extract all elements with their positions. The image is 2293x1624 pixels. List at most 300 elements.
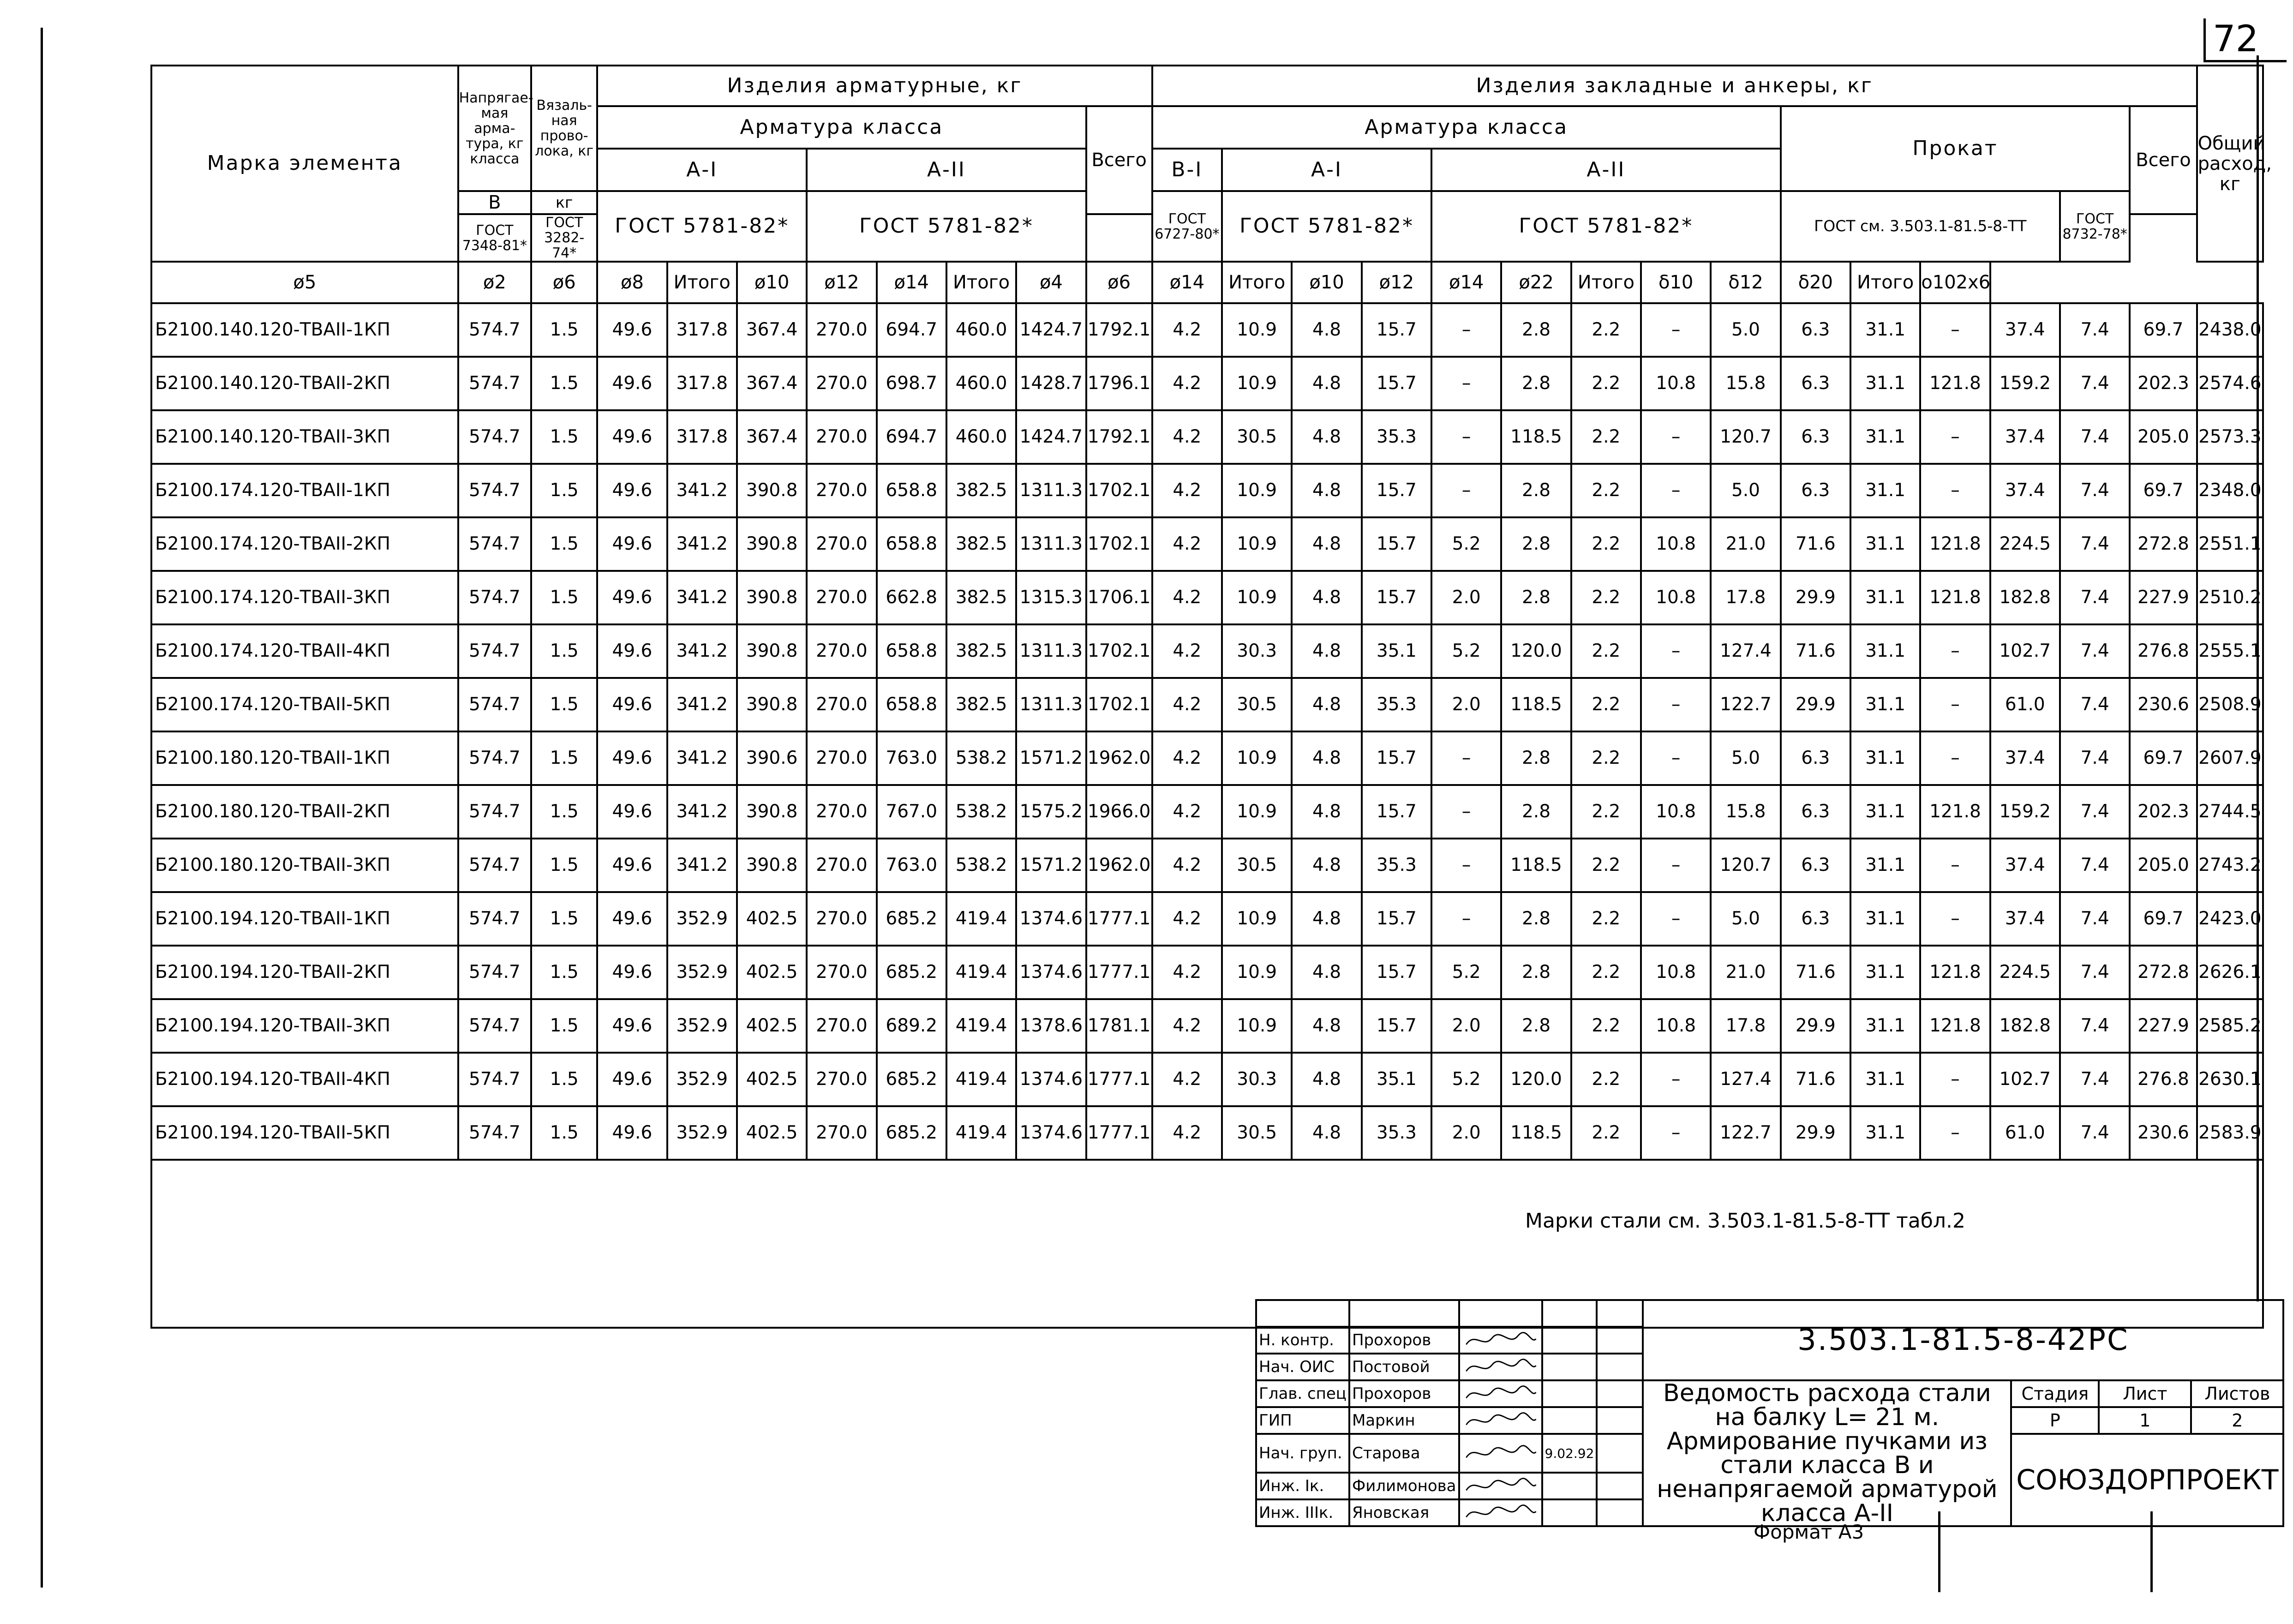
gost-3282: ГОСТ 3282-74* — [531, 214, 597, 262]
table-cell: 574.7 — [458, 1053, 531, 1106]
table-cell: 270.0 — [807, 839, 876, 892]
table-cell: 2423.0 — [2197, 892, 2263, 946]
table-cell: 10.8 — [1641, 571, 1711, 624]
table-cell: 30.5 — [1222, 678, 1292, 731]
table-cell: 5.2 — [1431, 517, 1501, 571]
table-cell: 574.7 — [458, 785, 531, 839]
table-cell: 662.8 — [877, 571, 946, 624]
gost-5781-a: ГОСТ 5781-82* — [597, 191, 807, 262]
table-cell: 15.7 — [1362, 892, 1431, 946]
role-cell: Инж. IIIк. — [1256, 1499, 1349, 1526]
table-cell: 341.2 — [667, 571, 737, 624]
rebar-class-header: Арматура класса — [597, 106, 1086, 149]
table-cell: 574.7 — [458, 892, 531, 946]
table-cell: 763.0 — [877, 731, 946, 785]
table-cell: – — [1920, 624, 1990, 678]
table-cell: 31.1 — [1850, 892, 1920, 946]
table-cell: 1428.7 — [1016, 357, 1086, 410]
signature-scribble — [1462, 1382, 1539, 1405]
column-header-15: ø14 — [1431, 262, 1501, 303]
table-cell: 574.7 — [458, 410, 531, 464]
blank-cell — [1597, 1380, 1643, 1407]
table-cell: – — [1431, 410, 1501, 464]
table-cell: 2551.1 — [2197, 517, 2263, 571]
sheet-value: 1 — [2099, 1407, 2191, 1434]
table-cell: 694.7 — [877, 410, 946, 464]
table-cell: 4.2 — [1152, 410, 1222, 464]
table-cell: 574.7 — [458, 624, 531, 678]
table-cell: 341.2 — [667, 785, 737, 839]
table-cell: 7.4 — [2060, 785, 2130, 839]
table-cell: 1424.7 — [1016, 410, 1086, 464]
table-cell: – — [1431, 892, 1501, 946]
table-cell: – — [1431, 303, 1501, 357]
table-cell: – — [1431, 464, 1501, 517]
organization: СОЮЗДОРПРОЕКТ — [2011, 1434, 2283, 1526]
table-row — [151, 357, 2263, 410]
table-cell: 227.9 — [2130, 571, 2197, 624]
table-row — [151, 410, 2263, 464]
table-cell: 2.2 — [1571, 678, 1641, 731]
table-cell: 227.9 — [2130, 999, 2197, 1053]
table-cell: 1.5 — [531, 624, 597, 678]
table-cell: 15.7 — [1362, 571, 1431, 624]
table-cell: 2.2 — [1571, 1106, 1641, 1160]
table-cell: – — [1431, 785, 1501, 839]
table-cell: 118.5 — [1501, 839, 1571, 892]
gost-7348: ГОСТ 7348-81* — [458, 214, 531, 262]
table-cell: 1315.3 — [1016, 571, 1086, 624]
table-cell: 182.8 — [1990, 571, 2060, 624]
table-cell: 230.6 — [2130, 1106, 2197, 1160]
table-cell: 341.2 — [667, 517, 737, 571]
table-cell: 2.8 — [1501, 303, 1571, 357]
table-cell: 230.6 — [2130, 678, 2197, 731]
table-cell: 1311.3 — [1016, 464, 1086, 517]
table-cell: 4.2 — [1152, 892, 1222, 946]
table-cell: 538.2 — [946, 839, 1016, 892]
table-cell: 31.1 — [1850, 999, 1920, 1053]
blank-cell — [1597, 1499, 1643, 1526]
table-cell: 1777.1 — [1086, 892, 1152, 946]
table-cell: 10.9 — [1222, 892, 1292, 946]
table-cell: 2.0 — [1431, 1106, 1501, 1160]
table-cell: 35.1 — [1362, 624, 1431, 678]
table-cell: 31.1 — [1850, 946, 1920, 999]
table-cell: 270.0 — [807, 517, 876, 571]
table-cell: 15.7 — [1362, 946, 1431, 999]
table-cell: 1311.3 — [1016, 517, 1086, 571]
table-cell: – — [1431, 839, 1501, 892]
table-cell: 2.2 — [1571, 410, 1641, 464]
format-label: Формат А3 — [1754, 1521, 1864, 1543]
table-cell: 15.7 — [1362, 357, 1431, 410]
sheet-label: Лист — [2099, 1380, 2191, 1407]
table-cell: 419.4 — [946, 892, 1016, 946]
table-cell: 1374.6 — [1016, 946, 1086, 999]
table-cell: 2574.6 — [2197, 357, 2263, 410]
table-cell: 658.8 — [877, 464, 946, 517]
table-cell: 1702.1 — [1086, 464, 1152, 517]
table-cell: 1575.2 — [1016, 785, 1086, 839]
table-cell: 402.5 — [737, 1053, 807, 1106]
element-mark: Б2100.194.120-ТВАII-1КП — [151, 892, 458, 946]
signature-scribble — [1462, 1442, 1539, 1465]
element-mark: Б2100.140.120-ТВАII-1КП — [151, 303, 458, 357]
signature-cell — [1459, 1327, 1542, 1354]
table-cell: 574.7 — [458, 571, 531, 624]
table-cell: 7.4 — [2060, 571, 2130, 624]
table-cell: 460.0 — [946, 303, 1016, 357]
date-cell: 9.02.92 — [1542, 1434, 1597, 1473]
table-cell: 29.9 — [1781, 1106, 1850, 1160]
name-cell: Старова — [1349, 1434, 1459, 1473]
format-divider-2 — [2150, 1511, 2153, 1592]
blank-cell — [1597, 1407, 1643, 1434]
table-cell: 2626.1 — [2197, 946, 2263, 999]
table-cell: 1.5 — [531, 571, 597, 624]
signature-cell — [1459, 1473, 1542, 1499]
table-cell: 37.4 — [1990, 731, 2060, 785]
table-cell: 4.8 — [1292, 303, 1361, 357]
column-header-6: ø12 — [807, 262, 876, 303]
table-cell: 5.2 — [1431, 624, 1501, 678]
table-cell: 49.6 — [597, 731, 667, 785]
table-cell: 2.0 — [1431, 999, 1501, 1053]
element-mark: Б2100.194.120-ТВАII-3КП — [151, 999, 458, 1053]
table-cell: 121.8 — [1920, 571, 1990, 624]
table-cell: 4.8 — [1292, 571, 1361, 624]
table-row — [151, 678, 2263, 731]
table-cell: 35.3 — [1362, 839, 1431, 892]
format-divider-1 — [1938, 1511, 1940, 1592]
table-cell: 37.4 — [1990, 464, 2060, 517]
table-cell: 31.1 — [1850, 785, 1920, 839]
table-cell: 367.4 — [737, 357, 807, 410]
table-cell: 352.9 — [667, 1053, 737, 1106]
table-cell: 30.3 — [1222, 1053, 1292, 1106]
table-cell: 31.1 — [1850, 624, 1920, 678]
column-header-10: ø6 — [1086, 262, 1152, 303]
table-cell: 121.8 — [1920, 785, 1990, 839]
table-cell: 49.6 — [597, 839, 667, 892]
table-cell: 1571.2 — [1016, 731, 1086, 785]
column-header-0: ø5 — [151, 262, 458, 303]
table-cell: 1962.0 — [1086, 731, 1152, 785]
table-cell: 49.6 — [597, 999, 667, 1053]
stage-label: Стадия — [2011, 1380, 2099, 1407]
table-cell: 2.8 — [1501, 946, 1571, 999]
table-cell: 4.8 — [1292, 731, 1361, 785]
embedded-total-header: Всего — [2130, 106, 2197, 214]
table-cell: 15.8 — [1711, 785, 1780, 839]
table-cell: 1966.0 — [1086, 785, 1152, 839]
table-cell: 419.4 — [946, 946, 1016, 999]
table-cell: 2.2 — [1571, 839, 1641, 892]
table-cell: 390.6 — [737, 731, 807, 785]
table-cell: – — [1641, 1106, 1711, 1160]
element-mark: Б2100.140.120-ТВАII-2КП — [151, 357, 458, 410]
signature-row — [1256, 1380, 2283, 1407]
column-header-8: Итого — [946, 262, 1016, 303]
table-cell: 15.7 — [1362, 731, 1431, 785]
table-cell: – — [1641, 1053, 1711, 1106]
table-cell: 37.4 — [1990, 839, 2060, 892]
table-cell: 4.2 — [1152, 357, 1222, 410]
role-cell: Нач. ОИС — [1256, 1354, 1349, 1380]
table-cell: 2.8 — [1501, 785, 1571, 839]
table-cell: 270.0 — [807, 1106, 876, 1160]
blank-cell — [1349, 1300, 1459, 1327]
table-cell: 159.2 — [1990, 357, 2060, 410]
table-cell: 71.6 — [1781, 1053, 1850, 1106]
table-cell: 1702.1 — [1086, 678, 1152, 731]
table-cell: 694.7 — [877, 303, 946, 357]
table-cell: – — [1431, 731, 1501, 785]
table-cell: 4.8 — [1292, 517, 1361, 571]
table-cell: 10.9 — [1222, 785, 1292, 839]
table-cell: 10.8 — [1641, 999, 1711, 1053]
table-cell: 6.3 — [1781, 303, 1850, 357]
table-cell: 7.4 — [2060, 892, 2130, 946]
table-cell: 121.8 — [1920, 999, 1990, 1053]
blank-cell — [1459, 1300, 1542, 1327]
table-cell: 4.8 — [1292, 410, 1361, 464]
table-cell: 4.2 — [1152, 999, 1222, 1053]
column-header-4: Итого — [667, 262, 737, 303]
blank-cell — [1542, 1499, 1597, 1526]
frame-left-line — [41, 28, 43, 1588]
table-cell: 352.9 — [667, 999, 737, 1053]
table-cell: 10.8 — [1641, 785, 1711, 839]
element-mark: Б2100.194.120-ТВАII-4КП — [151, 1053, 458, 1106]
table-cell: 6.3 — [1781, 357, 1850, 410]
diameter-header-row — [151, 262, 2263, 303]
table-cell: 1.5 — [531, 731, 597, 785]
table-cell: 4.2 — [1152, 303, 1222, 357]
table-cell: 10.8 — [1641, 517, 1711, 571]
column-header-9: ø4 — [1016, 262, 1086, 303]
table-cell: – — [1920, 1106, 1990, 1160]
table-cell: 37.4 — [1990, 303, 2060, 357]
table-cell: – — [1920, 678, 1990, 731]
table-cell: 352.9 — [667, 946, 737, 999]
table-cell: 1.5 — [531, 839, 597, 892]
table-cell: 2510.2 — [2197, 571, 2263, 624]
table-row — [151, 1053, 2263, 1106]
table-cell: 341.2 — [667, 678, 737, 731]
table-cell: 49.6 — [597, 303, 667, 357]
class-ai-header: А-I — [597, 149, 807, 191]
table-cell: 31.1 — [1850, 1106, 1920, 1160]
table-cell: 367.4 — [737, 410, 807, 464]
table-cell: 270.0 — [807, 464, 876, 517]
blank-cell — [1542, 1380, 1597, 1407]
table-cell: 390.8 — [737, 785, 807, 839]
table-cell: 574.7 — [458, 678, 531, 731]
table-cell: 6.3 — [1781, 892, 1850, 946]
table-cell: 1571.2 — [1016, 839, 1086, 892]
table-cell: 2.8 — [1501, 731, 1571, 785]
table-cell: 5.2 — [1431, 1053, 1501, 1106]
table-cell: 6.3 — [1781, 464, 1850, 517]
element-mark: Б2100.174.120-ТВАII-5КП — [151, 678, 458, 731]
table-cell: 2.0 — [1431, 678, 1501, 731]
table-cell: 352.9 — [667, 1106, 737, 1160]
table-cell: 2607.9 — [2197, 731, 2263, 785]
name-cell: Филимонова — [1349, 1473, 1459, 1499]
table-cell: 2573.3 — [2197, 410, 2263, 464]
overall-header: Общий расход, кг — [2197, 66, 2263, 262]
column-header-16: ø22 — [1501, 262, 1571, 303]
table-row — [151, 1106, 2263, 1160]
table-cell: 37.4 — [1990, 410, 2060, 464]
table-cell: 1792.1 — [1086, 410, 1152, 464]
table-row — [151, 571, 2263, 624]
table-cell: 382.5 — [946, 571, 1016, 624]
table-cell: 685.2 — [877, 1053, 946, 1106]
table-cell: 4.8 — [1292, 839, 1361, 892]
table-cell: 205.0 — [2130, 839, 2197, 892]
table-cell: 2.8 — [1501, 999, 1571, 1053]
column-header-18: δ10 — [1641, 262, 1711, 303]
table-cell: 31.1 — [1850, 571, 1920, 624]
table-cell: 270.0 — [807, 785, 876, 839]
table-cell: 10.9 — [1222, 571, 1292, 624]
table-cell: 10.9 — [1222, 357, 1292, 410]
table-cell: 69.7 — [2130, 892, 2197, 946]
steel-consumption-table — [150, 65, 2272, 1329]
name-cell: Прохоров — [1349, 1327, 1459, 1354]
table-cell: 270.0 — [807, 892, 876, 946]
table-cell: 658.8 — [877, 624, 946, 678]
table-cell: 382.5 — [946, 517, 1016, 571]
table-cell: 7.4 — [2060, 678, 2130, 731]
table-cell: 574.7 — [458, 357, 531, 410]
table-cell: 30.5 — [1222, 839, 1292, 892]
gost-5781-b: ГОСТ 5781-82* — [807, 191, 1086, 262]
table-cell: 2.2 — [1571, 946, 1641, 999]
table-cell: 71.6 — [1781, 946, 1850, 999]
table-cell: 31.1 — [1850, 839, 1920, 892]
table-cell: 402.5 — [737, 1106, 807, 1160]
class-aii-embedded-header: А-II — [1431, 149, 1781, 191]
role-cell: ГИП — [1256, 1407, 1349, 1434]
table-cell: 31.1 — [1850, 303, 1920, 357]
rebar-total-header: Всего — [1086, 106, 1152, 214]
table-cell: 1777.1 — [1086, 946, 1152, 999]
table-cell: 49.6 — [597, 1106, 667, 1160]
role-cell: Глав. спец — [1256, 1380, 1349, 1407]
table-row — [151, 517, 2263, 571]
table-cell: 1374.6 — [1016, 1106, 1086, 1160]
table-cell: 685.2 — [877, 892, 946, 946]
table-cell: 31.1 — [1850, 464, 1920, 517]
table-cell: 1.5 — [531, 464, 597, 517]
table-cell: 122.7 — [1711, 678, 1780, 731]
table-cell: 574.7 — [458, 946, 531, 999]
table-cell: 2.2 — [1571, 731, 1641, 785]
table-cell: 21.0 — [1711, 946, 1780, 999]
table-cell: 31.1 — [1850, 357, 1920, 410]
table-cell: 1.5 — [531, 678, 597, 731]
table-cell: 574.7 — [458, 731, 531, 785]
table-cell: 538.2 — [946, 731, 1016, 785]
table-cell: 7.4 — [2060, 731, 2130, 785]
table-cell: 341.2 — [667, 464, 737, 517]
table-cell: 5.2 — [1431, 946, 1501, 999]
table-cell: – — [1641, 892, 1711, 946]
table-cell: 127.4 — [1711, 624, 1780, 678]
blank-cell — [1542, 1354, 1597, 1380]
table-cell: 2744.5 — [2197, 785, 2263, 839]
sheet-number: 72 — [2213, 18, 2259, 60]
table-cell: 7.4 — [2060, 1053, 2130, 1106]
blank-cell — [1597, 1327, 1643, 1354]
table-cell: 35.3 — [1362, 1106, 1431, 1160]
table-cell: 698.7 — [877, 357, 946, 410]
table-cell: 1702.1 — [1086, 624, 1152, 678]
table-cell: 341.2 — [667, 731, 737, 785]
class-b-header: В — [458, 191, 531, 214]
table-cell: 1311.3 — [1016, 678, 1086, 731]
table-row — [151, 464, 2263, 517]
table-cell: 7.4 — [2060, 1106, 2130, 1160]
table-cell: 10.8 — [1641, 946, 1711, 999]
table-cell: 71.6 — [1781, 624, 1850, 678]
table-cell: 574.7 — [458, 999, 531, 1053]
name-cell: Прохоров — [1349, 1380, 1459, 1407]
table-cell: 4.2 — [1152, 624, 1222, 678]
table-cell: 1374.6 — [1016, 1053, 1086, 1106]
table-cell: 4.8 — [1292, 785, 1361, 839]
table-cell: 2.2 — [1571, 785, 1641, 839]
table-cell: 102.7 — [1990, 624, 2060, 678]
table-cell: 127.4 — [1711, 1053, 1780, 1106]
blank-cell — [1256, 1300, 1349, 1327]
table-cell: 270.0 — [807, 731, 876, 785]
table-cell: 2583.9 — [2197, 1106, 2263, 1160]
table-cell: 7.4 — [2060, 999, 2130, 1053]
binding-wire-header: Вязаль-ная прово-лока, кг — [531, 66, 597, 191]
table-cell: 317.8 — [667, 357, 737, 410]
table-cell: 7.4 — [2060, 410, 2130, 464]
table-cell: 767.0 — [877, 785, 946, 839]
signature-cell — [1459, 1354, 1542, 1380]
table-cell: 574.7 — [458, 464, 531, 517]
column-header-14: ø12 — [1362, 262, 1431, 303]
embedded-products-header: Изделия закладные и анкеры, кг — [1152, 66, 2197, 106]
table-cell: 21.0 — [1711, 517, 1780, 571]
prestressed-header: Напрягае-мая арма-тура, кг класса — [458, 66, 531, 191]
table-cell: 69.7 — [2130, 303, 2197, 357]
table-cell: 2.2 — [1571, 517, 1641, 571]
table-cell: – — [1920, 464, 1990, 517]
table-cell: 120.0 — [1501, 624, 1571, 678]
table-cell: 460.0 — [946, 410, 1016, 464]
table-cell: 2438.0 — [2197, 303, 2263, 357]
document-description: Ведомость расхода стали на балку L= 21 м. Армирование пучками из стали класса В и ненапрягаемой арматурой класса А-II — [1643, 1380, 2011, 1526]
table-cell: 120.7 — [1711, 410, 1780, 464]
sheet-number-underline — [2203, 60, 2287, 62]
blank-cell — [1597, 1473, 1643, 1499]
table-cell: 31.1 — [1850, 410, 1920, 464]
table-cell: 5.0 — [1711, 731, 1780, 785]
table-cell: 7.4 — [2060, 357, 2130, 410]
table-cell: 2630.1 — [2197, 1053, 2263, 1106]
column-header-5: ø10 — [737, 262, 807, 303]
element-mark: Б2100.174.120-ТВАII-4КП — [151, 624, 458, 678]
